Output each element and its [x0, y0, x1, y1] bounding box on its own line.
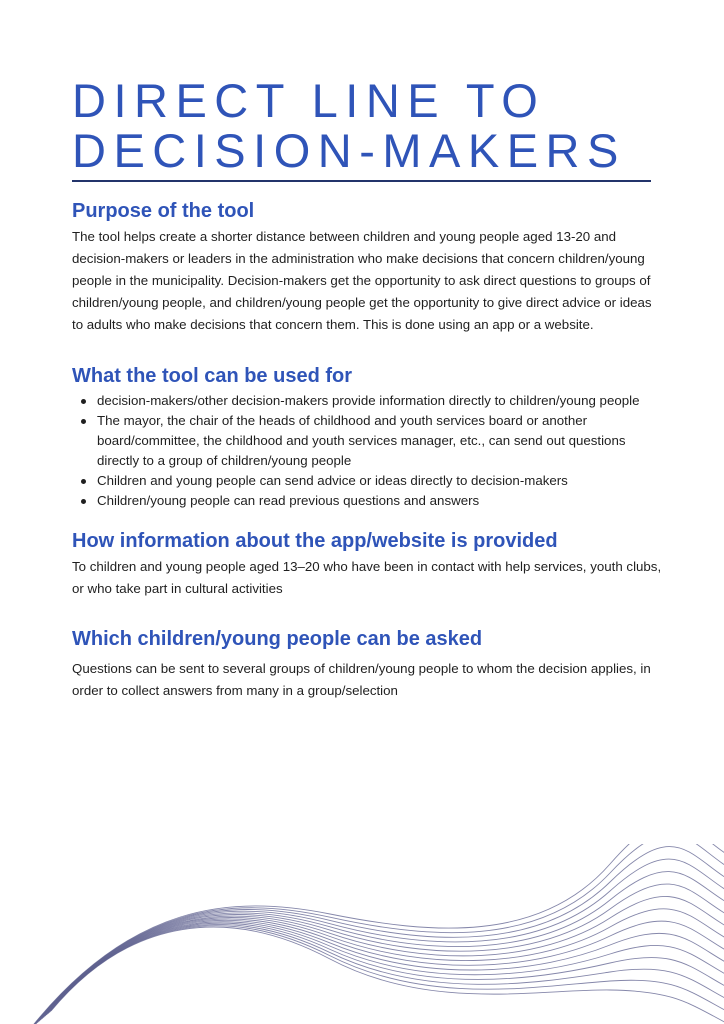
section-uses: [72, 361, 662, 511]
section-info: [72, 526, 662, 600]
section-body-who: Questions can be sent to several groups of children/young people to whom the decision applies, in order to collect answers from many in a group/selection: [72, 661, 651, 698]
wave-line: [32, 844, 724, 1024]
title-divider: [72, 180, 651, 182]
list-item-text: decision-makers/other decision-makers provide information directly to children/young people: [97, 393, 640, 408]
bullet-icon: [81, 499, 86, 504]
decorative-wave-lines: [0, 844, 724, 1024]
wave-line: [47, 923, 724, 1015]
section-purpose: [72, 196, 662, 336]
uses-list: [72, 391, 662, 511]
wave-line: [38, 884, 724, 1023]
section-body-purpose: The tool helps create a shorter distance between children and young people aged 13-20 and decision-makers or leaders in the administration who make decisions that concern children/young people in the municipality. Decision-makers get the opportunity to ask direct questions to groups of children/young people, and children/young people get the opportunity to give direct advice or ideas to adults who make decisions that concern them. This is done using an app or a website.: [72, 229, 652, 332]
wave-line: [50, 926, 724, 1018]
wave-line: [39, 896, 724, 1021]
section-heading-who: Which children/young people can be asked: [72, 628, 483, 650]
list-item: [97, 391, 662, 411]
list-item-text: Children and young people can send advice or ideas directly to decision-makers: [97, 473, 568, 488]
bullet-icon: [81, 479, 86, 484]
section-heading-purpose: Purpose of the tool: [72, 200, 255, 222]
main-content: [72, 196, 662, 702]
wave-line: [36, 872, 724, 1024]
list-item: [97, 491, 662, 511]
wave-line: [41, 909, 724, 1020]
list-item: [97, 411, 662, 471]
page-title: [72, 76, 672, 176]
title-line-1: DIRECT LINE TO: [72, 74, 546, 127]
list-item: [97, 471, 662, 491]
bullet-icon: [81, 419, 86, 424]
wave-line: [51, 927, 724, 1024]
section-who: [72, 624, 662, 702]
section-body-info: To children and young people aged 13–20 who have been in contact with help services, youth clubs, or who take part in cultural activities: [72, 559, 662, 596]
list-item-text: The mayor, the chair of the heads of childhood and youth services board or another board/committee, the childhood and youth services manager, etc., can send out questions directly to a group of children/young people: [97, 413, 626, 468]
section-heading-info: How information about the app/website is provided: [72, 530, 558, 552]
bullet-icon: [81, 399, 86, 404]
title-line-2: DECISION-MAKERS: [72, 124, 626, 177]
section-heading-uses: What the tool can be used for: [72, 365, 353, 387]
list-item-text: Children/young people can read previous questions and answers: [97, 493, 480, 508]
